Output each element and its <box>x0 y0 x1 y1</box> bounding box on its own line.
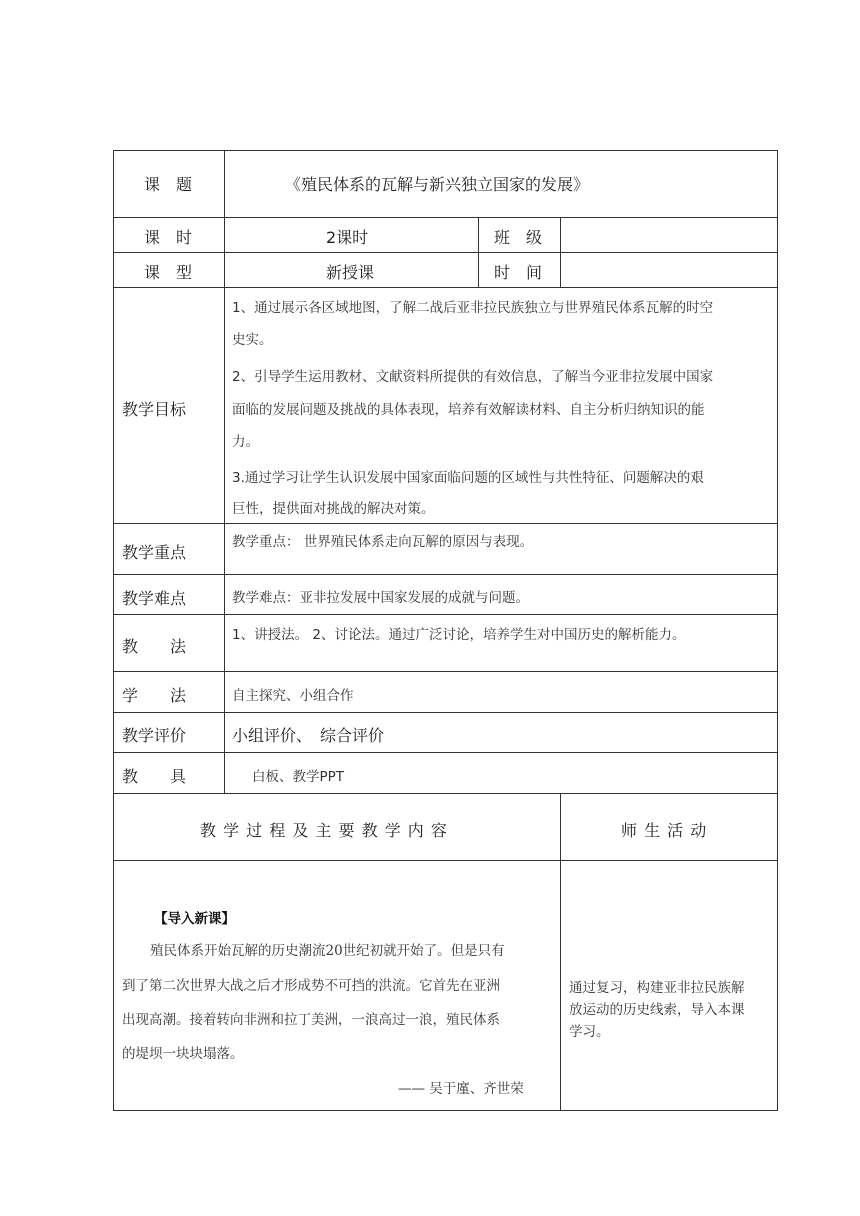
row-divider <box>113 252 778 253</box>
topic-title: 《殖民体系的瓦解与新兴独立国家的发展》 <box>285 175 590 194</box>
table-border-top <box>113 150 778 151</box>
table-border-bottom <box>113 1110 778 1111</box>
topic-label: 课 题 <box>144 175 193 194</box>
table-border-left <box>113 150 114 1111</box>
evaluation-value: 小组评价、 综合评价 <box>232 726 385 745</box>
row-divider <box>113 671 778 672</box>
difficulties-label: 教学难点 <box>122 589 187 608</box>
activity-line: 通过复习，构建亚非拉民族解 <box>569 980 745 996</box>
objective-line: 1、通过展示各区域地图，了解二战后亚非拉民族独立与世界殖民体系瓦解的时空 <box>232 300 714 316</box>
row-divider <box>113 860 778 861</box>
quote-line: 殖民体系开始瓦解的历史潮流20世纪初就开始了。但是只有 <box>150 943 505 959</box>
activity-line: 放运动的历史线索，导入本课 <box>569 1002 745 1018</box>
row-divider <box>113 793 778 794</box>
row-divider <box>113 217 778 218</box>
quote-attribution: —— 吴于廑、齐世荣 <box>398 1081 524 1097</box>
difficulties-value: 教学难点：亚非拉发展中国家发展的成就与问题。 <box>232 590 529 606</box>
learning-method-value: 自主探究、小组合作 <box>232 688 354 704</box>
objective-line: 3.通过学习让学生认识发展中国家面临问题的区域性与共性特征、问题解决的艰 <box>232 470 704 486</box>
objective-line: 面临的发展问题及挑战的具体表现，培养有效解读材料、自主分析归纳知识的能 <box>232 402 705 418</box>
quote-line: 的堤坝一块块塌落。 <box>122 1046 244 1062</box>
lesson-type-value: 新授课 <box>326 263 375 282</box>
objectives-label: 教学目标 <box>122 400 187 419</box>
class-hours-value: 2课时 <box>326 228 369 247</box>
time-label: 时 间 <box>494 263 543 282</box>
row-divider <box>113 712 778 713</box>
lesson-type-label: 课 型 <box>144 263 193 282</box>
teaching-method-value: 1、讲授法。 2、讨论法。通过广泛讨论，培养学生对中国历史的解析能力。 <box>232 627 686 643</box>
process-column-divider <box>560 793 561 1111</box>
table-border-right <box>777 150 778 1111</box>
row-divider <box>113 614 778 615</box>
objective-line: 史实。 <box>232 332 273 348</box>
class-column-divider <box>478 217 479 288</box>
evaluation-label: 教学评价 <box>122 726 187 745</box>
quote-line: 出现高潮。接着转向非洲和拉丁美洲，一浪高过一浪，殖民体系 <box>122 1012 500 1028</box>
tools-value: 白板、教学PPT <box>252 769 345 785</box>
learning-method-label: 学 法 <box>122 686 187 705</box>
row-divider <box>113 574 778 575</box>
section-title: 【导入新课】 <box>154 911 235 927</box>
activity-line: 学习。 <box>569 1024 610 1040</box>
objective-line: 力。 <box>232 434 259 450</box>
label-column-divider <box>224 150 225 794</box>
tools-label: 教 具 <box>122 767 187 786</box>
class-hours-label: 课 时 <box>144 228 193 247</box>
teaching-method-label: 教 法 <box>122 637 187 656</box>
objective-line: 2、引导学生运用教材、文献资料所提供的有效信息，了解当今亚非拉发展中国家 <box>232 369 714 385</box>
row-divider <box>113 523 778 524</box>
objective-line: 巨性，提供面对挑战的解决对策。 <box>232 501 435 517</box>
class-value-divider <box>560 217 561 288</box>
process-content-header: 教 学 过 程 及 主 要 教 学 内 容 <box>200 821 448 840</box>
row-divider <box>113 287 778 288</box>
key-points-label: 教学重点 <box>122 543 187 562</box>
quote-line: 到了第二次世界大战之后才形成势不可挡的洪流。它首先在亚洲 <box>122 978 500 994</box>
row-divider <box>113 752 778 753</box>
key-points-value: 教学重点： 世界殖民体系走向瓦解的原因与表现。 <box>232 534 534 550</box>
activity-header: 师 生 活 动 <box>621 821 708 840</box>
class-label: 班 级 <box>494 228 543 247</box>
